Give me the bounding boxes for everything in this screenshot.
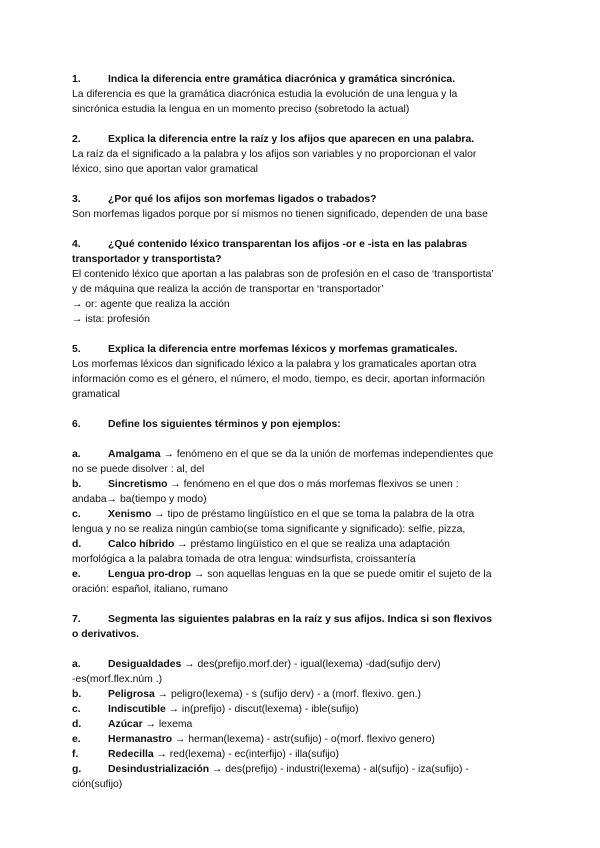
question-title: ¿Qué contenido léxico transparentan los afijos -or e -ista en las palabras (108, 239, 468, 250)
answer-line: información como es el género, el número, el modo, tiempo, es decir, aportan información (72, 374, 485, 385)
question-title: ¿Por qué los afijos son morfemas ligados o trabados? (108, 194, 377, 205)
item-text: → herman(lexema) - astr(sufijo) - o(morf. flexivo genero) (172, 734, 435, 745)
definition-item-cont: lengua y no se realiza ningún cambio(se toma significante y significado): selfie, pizza, (72, 524, 466, 535)
definition-item (72, 477, 532, 492)
answer-line: y de máquina que realiza la acción de transportar en ‘transportador’ (72, 284, 384, 295)
question-5-heading (72, 342, 532, 357)
segment-item-cont: ción(sufijo) (72, 779, 123, 790)
item-term: Indiscutible (108, 704, 166, 715)
item-text: → tipo de préstamo lingüístico en el que se toma la palabra de la otra (151, 509, 475, 520)
question-number: 5. (72, 344, 81, 355)
item-term: Lengua pro-drop (108, 569, 192, 580)
question-title: Indica la diferencia entre gramática diacrónica y gramática sincrónica. (108, 74, 456, 85)
answer-line: La raíz da el significado a la palabra y los afijos son variables y no proporcionan el valor (72, 149, 477, 160)
question-number: 7. (72, 614, 81, 625)
question-4-heading-cont: transportador y transportista? (72, 254, 222, 265)
answer-line: La diferencia es que la gramática diacrónica estudia la evolución de una lengua y la (72, 89, 458, 100)
item-term: Redecilla (108, 749, 154, 760)
segment-item (72, 732, 532, 747)
question-title: Explica la diferencia entre morfemas léxicos y morfemas gramaticales. (108, 344, 458, 355)
answer-line: Son morfemas ligados porque por sí mismos no tienen significado, dependen de una base (72, 209, 488, 220)
item-text: → son aquellas lenguas en la que se puede omitir el sujeto de la (191, 569, 492, 580)
definition-item-cont: oración: español, italiano, rumano (72, 584, 228, 595)
segment-item-cont: -es(morf.flex.núm .) (72, 674, 163, 685)
item-term: Amalgama (108, 449, 161, 460)
segment-item (72, 657, 532, 672)
item-term: Desigualdades (108, 659, 182, 670)
answer-line: El contenido léxico que aportan a las palabras son de profesión en el caso de ‘transportista’ (72, 269, 494, 280)
item-letter: a. (72, 449, 81, 460)
item-letter: d. (72, 719, 82, 730)
item-letter: e. (72, 569, 81, 580)
item-text: → lexema (142, 719, 193, 730)
answer-line: gramatical (72, 389, 120, 400)
question-title: Explica la diferencia entre la raíz y los afijos que aparecen en una palabra. (108, 134, 475, 145)
question-number: 6. (72, 419, 81, 430)
question-6-heading (72, 417, 532, 432)
item-letter: g. (72, 764, 82, 775)
segment-item (72, 687, 532, 702)
item-letter: d. (72, 539, 82, 550)
question-3-heading (72, 192, 532, 207)
answer-line: sincrónica estudia la lengua en un momento preciso (sobretodo la actual) (72, 104, 410, 115)
item-term: Sincretismo (108, 479, 168, 490)
question-2-heading (72, 132, 532, 147)
segment-item (72, 762, 532, 777)
definition-item-cont: morfológica a la palabra tomada de otra lengua: windsurfista, croissantería (72, 554, 416, 565)
item-letter: b. (72, 479, 82, 490)
question-title: Define los siguientes términos y pon ejemplos: (108, 419, 341, 430)
question-number: 4. (72, 239, 81, 250)
item-letter: c. (72, 704, 81, 715)
item-term: Desindustrialización (108, 764, 210, 775)
definition-item-cont: andaba→ ba(tiempo y modo) (72, 494, 207, 505)
definition-item-cont: no se puede disolver : al, del (72, 464, 205, 475)
item-letter: b. (72, 689, 82, 700)
item-letter: a. (72, 659, 81, 670)
item-text: → des(prefijo.morf.der) - igual(lexema) -dad(sufijo derv) (181, 659, 441, 670)
definition-item (72, 507, 532, 522)
item-text: → des(prefijo) - industri(lexema) - al(sufijo) - iza(sufijo) - (209, 764, 469, 775)
item-term: Xenismo (108, 509, 152, 520)
item-letter: f. (72, 749, 79, 760)
question-1-heading (72, 72, 532, 87)
document-page (72, 72, 532, 792)
item-letter: e. (72, 734, 81, 745)
item-term: Peligrosa (108, 689, 155, 700)
item-term: Calco híbrido (108, 539, 175, 550)
segment-item (72, 747, 532, 762)
question-number: 1. (72, 74, 81, 85)
question-7-heading (72, 612, 532, 627)
answer-line: Los morfemas léxicos dan significado léxico a la palabra y los gramaticales aportan otra (72, 359, 477, 370)
question-number: 2. (72, 134, 81, 145)
definition-item (72, 447, 532, 462)
item-term: Hermanastro (108, 734, 173, 745)
answer-line: → or: agente que realiza la acción (72, 299, 230, 310)
item-text: → in(prefijo) - discut(lexema) - ible(sufijo) (165, 704, 359, 715)
definition-item (72, 567, 532, 582)
item-term: Azúcar (108, 719, 143, 730)
segment-item (72, 702, 532, 717)
item-text: → préstamo lingüístico en el que se realiza una adaptación (174, 539, 450, 550)
segment-item (72, 717, 532, 732)
answer-line: léxico, sino que aportan valor gramatical (72, 164, 258, 175)
item-letter: c. (72, 509, 81, 520)
question-7-heading-cont: o derivativos. (72, 629, 139, 640)
item-text: → fenómeno en el que se da la unión de morfemas independientes que (160, 449, 494, 460)
item-text: → red(lexema) - ec(interfijo) - illa(sufijo) (153, 749, 339, 760)
item-text: → peligro(lexema) - s (sufijo derv) - a (morf. flexivo. gen.) (154, 689, 421, 700)
question-number: 3. (72, 194, 81, 205)
item-text: → fenómeno en el que dos o más morfemas flexivos se unen : (167, 479, 459, 490)
definition-item (72, 537, 532, 552)
answer-line: → ista: profesión (72, 314, 150, 325)
question-4-heading (72, 237, 532, 252)
question-title: Segmenta las siguientes palabras en la raíz y sus afijos. Indica si son flexivos (108, 614, 493, 625)
